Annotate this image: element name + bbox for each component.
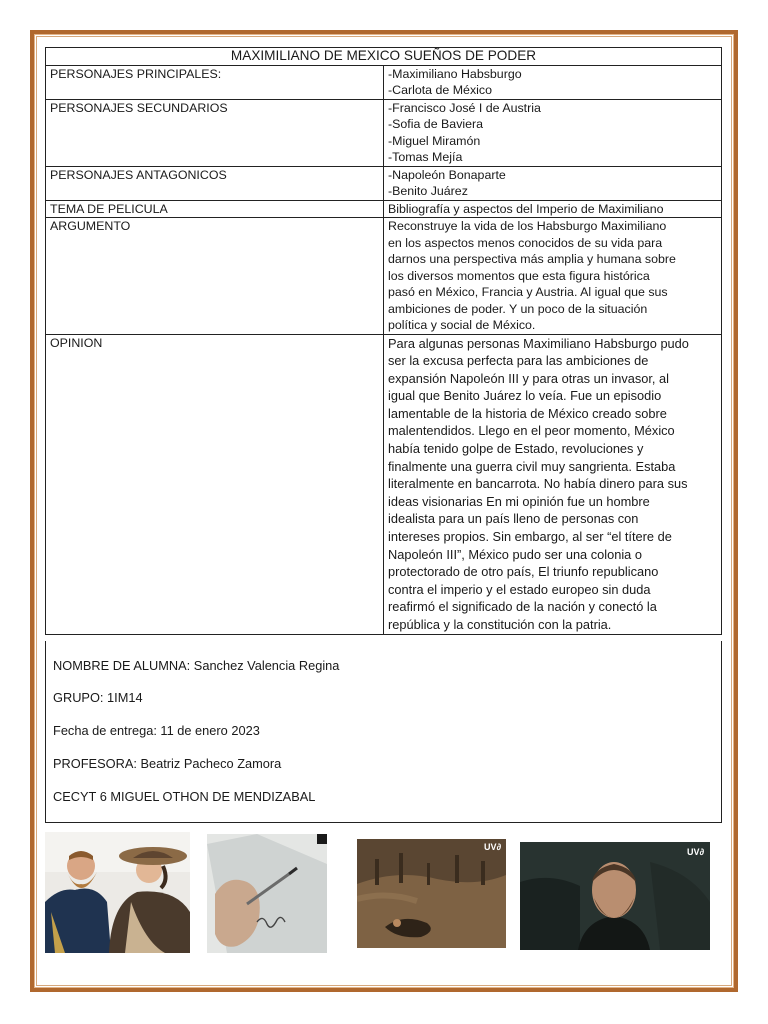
photo-maximiliano-carlota [45, 832, 190, 953]
photo-signing-document [207, 834, 327, 953]
list-item: -Francisco José I de Austria [388, 100, 541, 115]
text-line: ambiciones de poder. Y un poco de la situación [388, 301, 648, 316]
text-line: contra el imperio y el estado europeo sin duda [388, 581, 651, 597]
battlefield-icon [357, 839, 506, 948]
row-value-antagonicos [384, 166, 722, 200]
student-group: GRUPO: 1IM14 [53, 690, 143, 705]
text-line: pasó en México, Francia y Austria. Al igual que sus [388, 285, 668, 299]
text-line: ser la excusa perfecta para las ambiciones de [388, 353, 649, 369]
table-row [46, 65, 722, 99]
row-label-argumento: ARGUMENTO [46, 218, 384, 335]
text-line: Reconstruye la vida de los Habsburgo Maximiliano [388, 219, 667, 233]
text-line: los diversos momentos que esta figura histórica [388, 268, 650, 283]
movie-title: MAXIMILIANO DE MEXICO SUEÑOS DE PODER [46, 48, 722, 66]
list-item: -Carlota de México [388, 83, 492, 97]
text-line: literalmente en bancarrota. No había dinero para sus [388, 476, 688, 492]
text-line: finalmente una guerra civil muy sangrienta. Estaba [388, 458, 676, 474]
row-label-antagonicos: PERSONAJES ANTAGONICOS [46, 166, 384, 200]
text-line: lamentable de la historia de México creado sobre [388, 405, 667, 421]
school-name: CECYT 6 MIGUEL OTHON DE MENDIZABAL [53, 789, 316, 804]
table-row [46, 334, 722, 634]
couple-portrait-icon [45, 832, 190, 953]
list-item: -Tomas Mejía [388, 150, 463, 164]
portrait-icon [520, 842, 710, 950]
delivery-date: Fecha de entrega: 11 de enero 2023 [53, 723, 260, 738]
row-value-argumento [384, 218, 722, 335]
text-line: Para algunas personas Maximiliano Habsburgo pudo [388, 335, 689, 351]
row-label-secundarios: PERSONAJES SECUNDARIOS [46, 99, 384, 166]
text-line: república y la constitución con la patria. [388, 617, 612, 632]
movie-sheet-table [45, 47, 722, 635]
list-item: -Benito Juárez [388, 184, 468, 198]
text-line: había tenido golpe de Estado, revoluciones y [388, 441, 644, 457]
row-value-principales [384, 65, 722, 99]
text-line: darnos una perspectiva más amplia y humana sobre [388, 252, 676, 266]
text-line: en los aspectos menos conocidos de su vida para [388, 235, 663, 250]
list-item: -Sofia de Baviera [388, 117, 484, 131]
table-row [46, 218, 722, 335]
teacher-name: PROFESORA: Beatriz Pacheco Zamora [53, 756, 282, 771]
row-label-principales: PERSONAJES PRINCIPALES: [46, 65, 384, 99]
text-line: idealista para un país lleno de personas con [388, 511, 639, 527]
text-line: ideas visionarias En mi opinión fue un hombre [388, 493, 650, 509]
photo-bearded-man [520, 842, 710, 950]
row-label-tema: TEMA DE PELICULA [46, 200, 384, 218]
text-line: reafirmó el significado de la nación y conectó la [388, 599, 657, 615]
photo-battle-scene [357, 839, 506, 948]
list-item: Bibliografía y aspectos del Imperio de Maximiliano [388, 201, 664, 216]
table-row [46, 200, 722, 218]
text-line: intereses propios. Sin embargo, al ser “el títere de [388, 529, 672, 545]
text-line: malentendidos. Llego en el peor momento, México [388, 423, 675, 439]
student-name: NOMBRE DE ALUMNA: Sanchez Valencia Regina [53, 658, 340, 673]
text-line: expansión Napoleón III y para otras un invasor, al [388, 370, 669, 386]
text-line: protectorado de otro país, El triunfo republicano [388, 564, 659, 580]
channel-logo: UV∂ [484, 842, 501, 852]
row-value-tema [384, 200, 722, 218]
row-label-opinion: OPINION [46, 334, 384, 634]
text-line: política y social de México. [388, 318, 536, 332]
list-item: -Maximiliano Habsburgo [388, 66, 522, 81]
list-item: -Miguel Miramón [388, 133, 481, 148]
text-line: Napoleón III”, México pudo ser una colonia o [388, 546, 642, 562]
hand-pen-icon [207, 834, 327, 953]
channel-logo: UV∂ [687, 847, 704, 857]
table-row [46, 99, 722, 166]
list-item: -Napoleón Bonaparte [388, 167, 506, 182]
row-value-opinion [384, 334, 722, 634]
table-row [46, 166, 722, 200]
student-info-box [45, 641, 722, 823]
row-value-secundarios [384, 99, 722, 166]
text-line: igual que Benito Juárez lo veía. Fue un episodio [388, 388, 662, 404]
